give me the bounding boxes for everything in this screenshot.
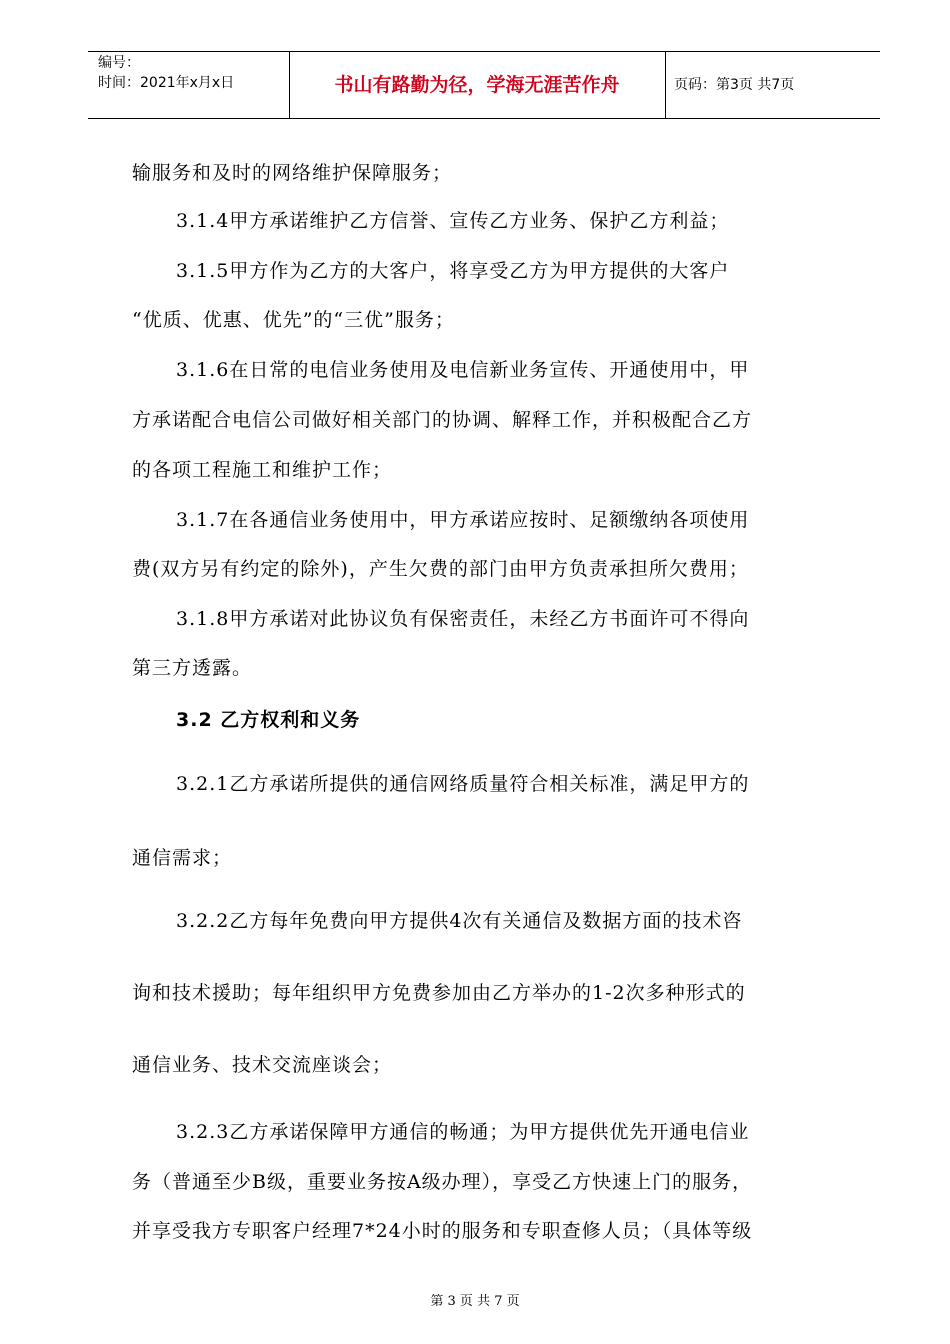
body-line: 务（普通至少B级，重要业务按A级办理），享受乙方快速上门的服务， <box>132 1171 753 1193</box>
body-line: 3.2.1乙方承诺所提供的通信网络质量符合相关标准，满足甲方的 <box>176 773 750 795</box>
header-motto: 书山有路勤为径，学海无涯苦作舟 <box>334 74 620 96</box>
header-left-block <box>98 53 288 93</box>
doc-time-label: 时间：2021年x月x日 <box>98 75 235 91</box>
body-line: 3.2.3乙方承诺保障甲方通信的畅通；为甲方提供优先开通电信业 <box>176 1121 750 1143</box>
body-line: 通信业务、技术交流座谈会； <box>132 1054 393 1076</box>
body-line: 输服务和及时的网络维护保障服务； <box>132 162 453 184</box>
body-line: 询和技术援助；每年组织甲方免费参加由乙方举办的1-2次多种形式的 <box>132 982 746 1004</box>
body-line: 3.1.7在各通信业务使用中，甲方承诺应按时、足额缴纳各项使用 <box>176 509 750 531</box>
page-header <box>88 51 880 119</box>
body-line: 3.1.4甲方承诺维护乙方信誉、宣传乙方业务、保护乙方利益； <box>176 210 730 232</box>
section-heading: 3.2 乙方权利和义务 <box>176 709 361 731</box>
body-line: 3.2.2乙方每年免费向甲方提供4次有关通信及数据方面的技术咨 <box>176 910 743 932</box>
body-line: 3.1.5甲方作为乙方的大客户，将享受乙方为甲方提供的大客户 <box>176 260 730 282</box>
body-line: “优质、优惠、优先”的“三优”服务； <box>132 309 455 331</box>
body-line: 费(双方另有约定的除外)，产生欠费的部门由甲方负责承担所欠费用； <box>132 558 749 580</box>
body-line: 3.1.6在日常的电信业务使用及电信新业务宣传、开通使用中，甲 <box>176 359 750 381</box>
body-line: 方承诺配合电信公司做好相关部门的协调、解释工作，并积极配合乙方 <box>132 409 753 431</box>
body-line: 的各项工程施工和维护工作； <box>132 459 393 481</box>
body-line: 通信需求； <box>132 847 233 869</box>
body-line: 第三方透露。 <box>132 657 253 679</box>
body-line: 3.1.8甲方承诺对此协议负有保密责任，未经乙方书面许可不得向 <box>176 608 750 630</box>
doc-number-label: 编号： <box>98 55 140 71</box>
page-footer: 第 3 页 共 7 页 <box>430 1294 520 1309</box>
body-line: 并享受我方专职客户经理7*24小时的服务和专职查修人员；（具体等级 <box>132 1220 753 1242</box>
header-divider <box>665 52 666 118</box>
header-page-info: 页码：第3页 共7页 <box>674 77 795 93</box>
